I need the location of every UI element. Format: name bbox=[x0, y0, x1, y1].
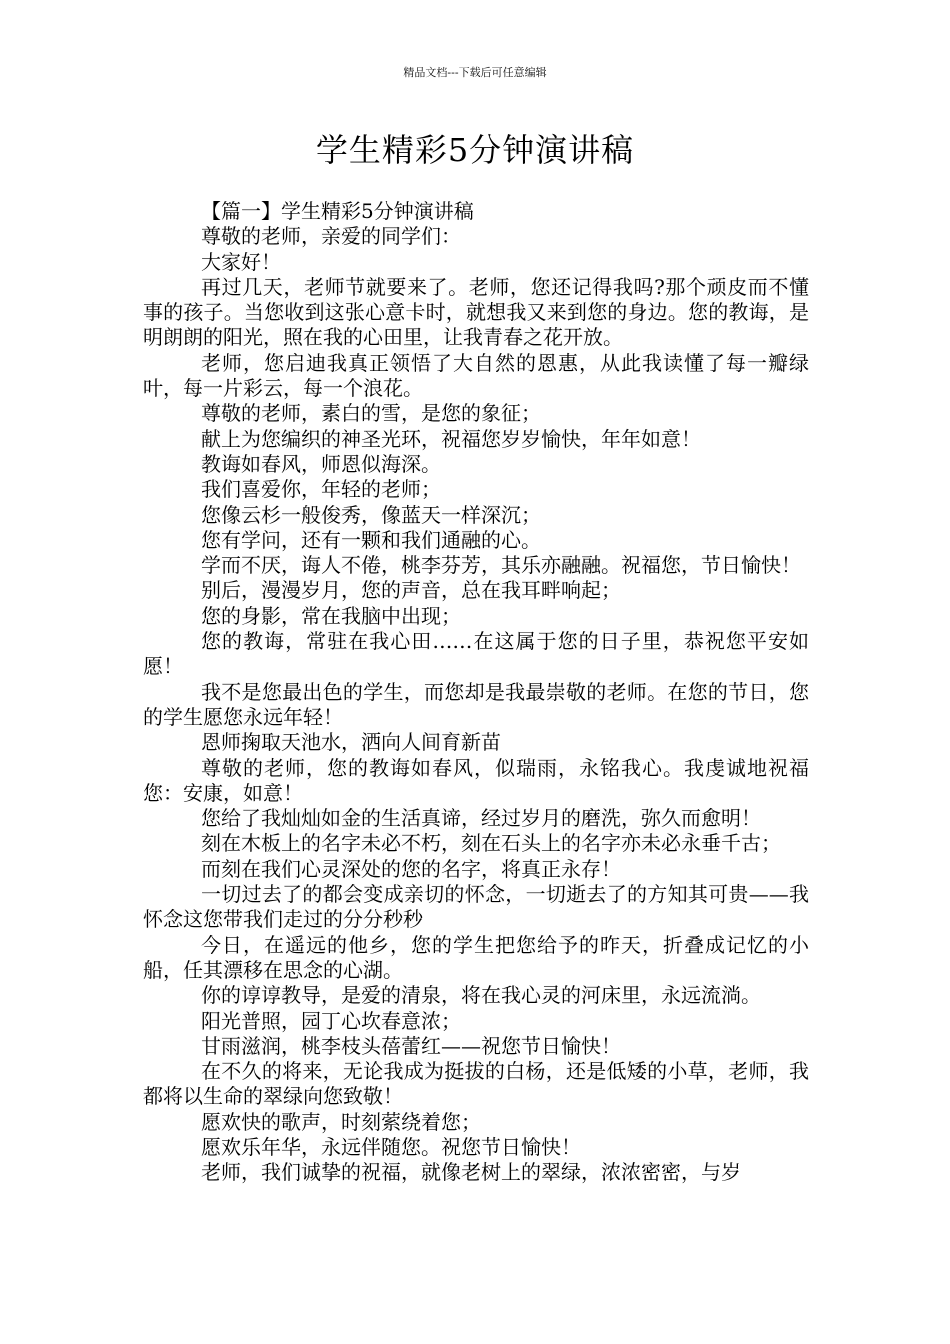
section-heading: 【篇一】学生精彩5分钟演讲稿 bbox=[201, 199, 474, 223]
paragraph: 教诲如春风，师恩似海深。 bbox=[201, 451, 441, 476]
paragraph: 而刻在我们心灵深处的您的名字，将真正永存！ bbox=[201, 856, 621, 881]
paragraph: 你的谆谆教导，是爱的清泉，将在我心灵的河床里，永远流淌。 bbox=[201, 983, 761, 1008]
paragraph: 阳光普照，园丁心坎春意浓； bbox=[201, 1008, 461, 1033]
paragraph: 刻在木板上的名字未必不朽，刻在石头上的名字亦未必永垂千古； bbox=[201, 831, 781, 856]
paragraph: 尊敬的老师，素白的雪，是您的象征； bbox=[201, 401, 541, 426]
paragraph: 恩师掬取天池水，洒向人间育新苗 bbox=[201, 730, 501, 755]
greeting: 大家好！ bbox=[201, 249, 281, 274]
paragraph: 一切过去了的都会变成亲切的怀念，一切逝去了的方知其可贵——我怀念这您带我们走过的分分秒秒 bbox=[143, 882, 809, 932]
paragraph: 别后，漫漫岁月，您的声音，总在我耳畔响起； bbox=[201, 578, 621, 603]
paragraph: 我不是您最出色的学生，而您却是我最崇敬的老师。在您的节日，您的学生愿您永远年轻！ bbox=[143, 679, 809, 729]
paragraph: 愿欢快的歌声，时刻萦绕着您； bbox=[201, 1109, 481, 1134]
paragraph: 您的教诲，常驻在我心田……在这属于您的日子里，恭祝您平安如愿！ bbox=[143, 629, 809, 679]
document-body bbox=[143, 199, 809, 1186]
paragraph: 您有学问，还有一颗和我们通融的心。 bbox=[201, 527, 541, 552]
paragraph: 尊敬的老师，您的教诲如春风，似瑞雨，永铭我心。我虔诚地祝福您：安康，如意！ bbox=[143, 755, 809, 805]
paragraph: 老师，我们诚挚的祝福，就像老树上的翠绿，浓浓密密，与岁 bbox=[201, 1160, 741, 1185]
paragraph: 老师，您启迪我真正领悟了大自然的恩惠，从此我读懂了每一瓣绿叶，每一片彩云，每一个浪花。 bbox=[143, 350, 809, 401]
paragraph: 在不久的将来，无论我成为挺拔的白杨，还是低矮的小草，老师，我都将以生命的翠绿向您致敬！ bbox=[143, 1059, 809, 1109]
page-header-note: 精品文档---下载后可任意编辑 bbox=[403, 66, 547, 79]
paragraph: 您的身影，常在我脑中出现； bbox=[201, 603, 461, 628]
salutation: 尊敬的老师，亲爱的同学们： bbox=[201, 224, 461, 249]
paragraph: 甘雨滋润，桃李枝头蓓蕾红——祝您节日愉快！ bbox=[201, 1033, 621, 1058]
paragraph: 学而不厌，诲人不倦，桃李芬芳，其乐亦融融。祝福您，节日愉快！ bbox=[201, 553, 801, 578]
paragraph: 再过几天，老师节就要来了。老师，您还记得我吗?那个顽皮而不懂事的孩子。当您收到这张心意卡时，就想我又来到您的身边。您的教诲，是明朗朗的阳光，照在我的心田里，让我青春之花开放。 bbox=[143, 274, 809, 350]
paragraph: 我们喜爱你，年轻的老师； bbox=[201, 477, 441, 502]
paragraph: 愿欢乐年华，永远伴随您。祝您节日愉快！ bbox=[201, 1134, 581, 1159]
paragraph: 您像云杉一般俊秀，像蓝天一样深沉； bbox=[201, 502, 541, 527]
document-title: 学生精彩5分钟演讲稿 bbox=[315, 131, 635, 169]
paragraph: 您给了我灿灿如金的生活真谛，经过岁月的磨洗，弥久而愈明！ bbox=[201, 806, 761, 831]
paragraph: 今日，在遥远的他乡，您的学生把您给予的昨天，折叠成记忆的小船，任其漂移在思念的心湖。 bbox=[143, 932, 809, 982]
paragraph: 献上为您编织的神圣光环，祝福您岁岁愉快，年年如意！ bbox=[201, 426, 701, 451]
